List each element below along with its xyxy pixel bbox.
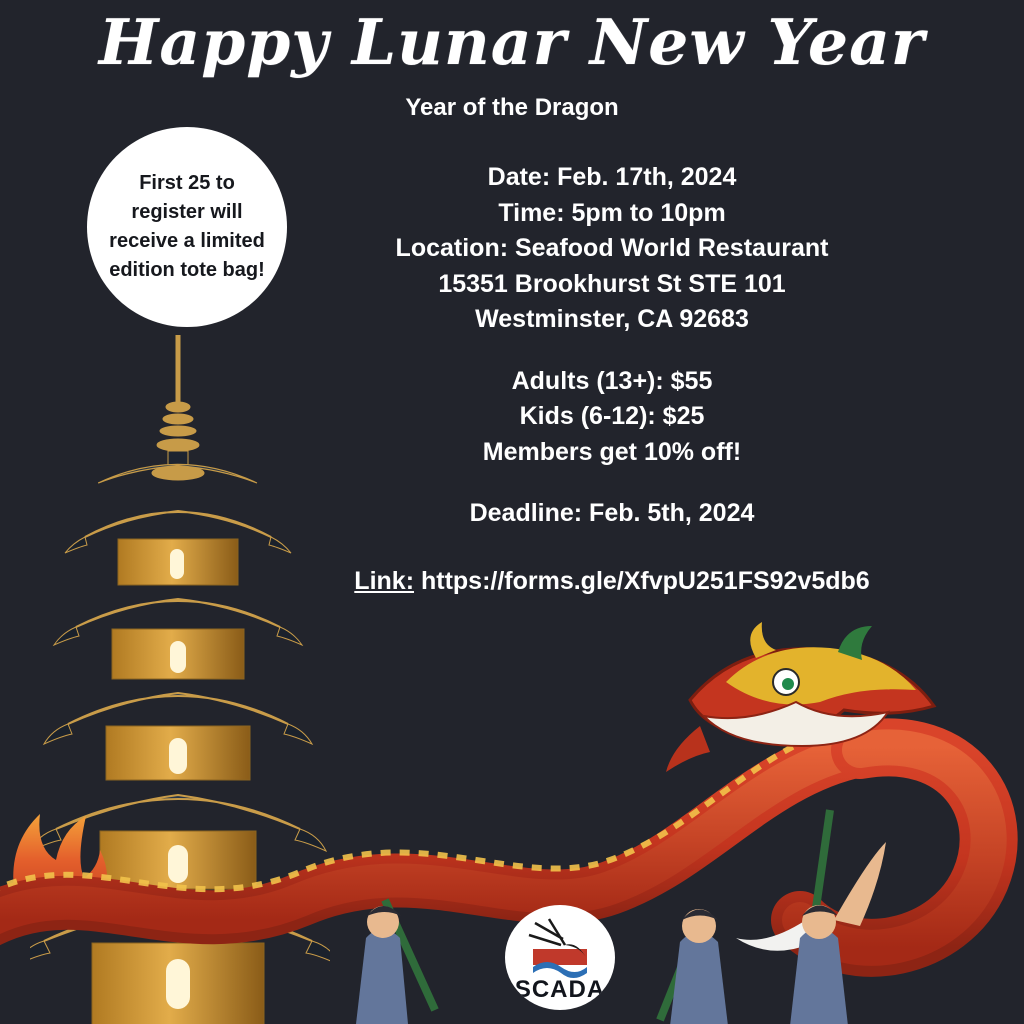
registration-deadline: Deadline: Feb. 5th, 2024 [469,499,755,527]
price-kids: Kids (6-12): $25 [519,402,705,430]
detail-date: Date: Feb. 17th, 2024 [487,163,737,191]
promo-badge [87,127,287,327]
link-url[interactable]: https://forms.gle/XfvpU251FS92v5db6 [420,566,870,595]
price-adults: Adults (13+): $55 [511,366,713,395]
detail-time: Time: 5pm to 10pm [498,198,726,227]
detail-location: Location: Seafood World Restaurant [395,234,829,262]
spacer-2 [262,470,962,496]
registration-link[interactable] [262,564,962,600]
scada-logo [505,905,615,1010]
page-subtitle: Year of the Dragon [405,94,619,121]
event-details [262,160,962,599]
members-discount-note: Members get 10% off! [482,437,742,466]
detail-address: 15351 Brookhurst St STE 101 [438,269,786,298]
link-label: Link: [354,566,415,595]
promo-badge-text: First 25 to register will receive a limited edition tote bag! [109,172,265,281]
dancer-center [660,909,728,1024]
page-title: Happy Lunar New Year [98,5,926,79]
scada-logo-text: SCADA [514,976,606,1003]
spacer-3 [262,532,962,558]
dancer-left [356,900,435,1024]
detail-city-state-zip: Westminster, CA 92683 [475,305,749,333]
spacer-1 [262,338,962,364]
dancer-right [790,810,886,1024]
